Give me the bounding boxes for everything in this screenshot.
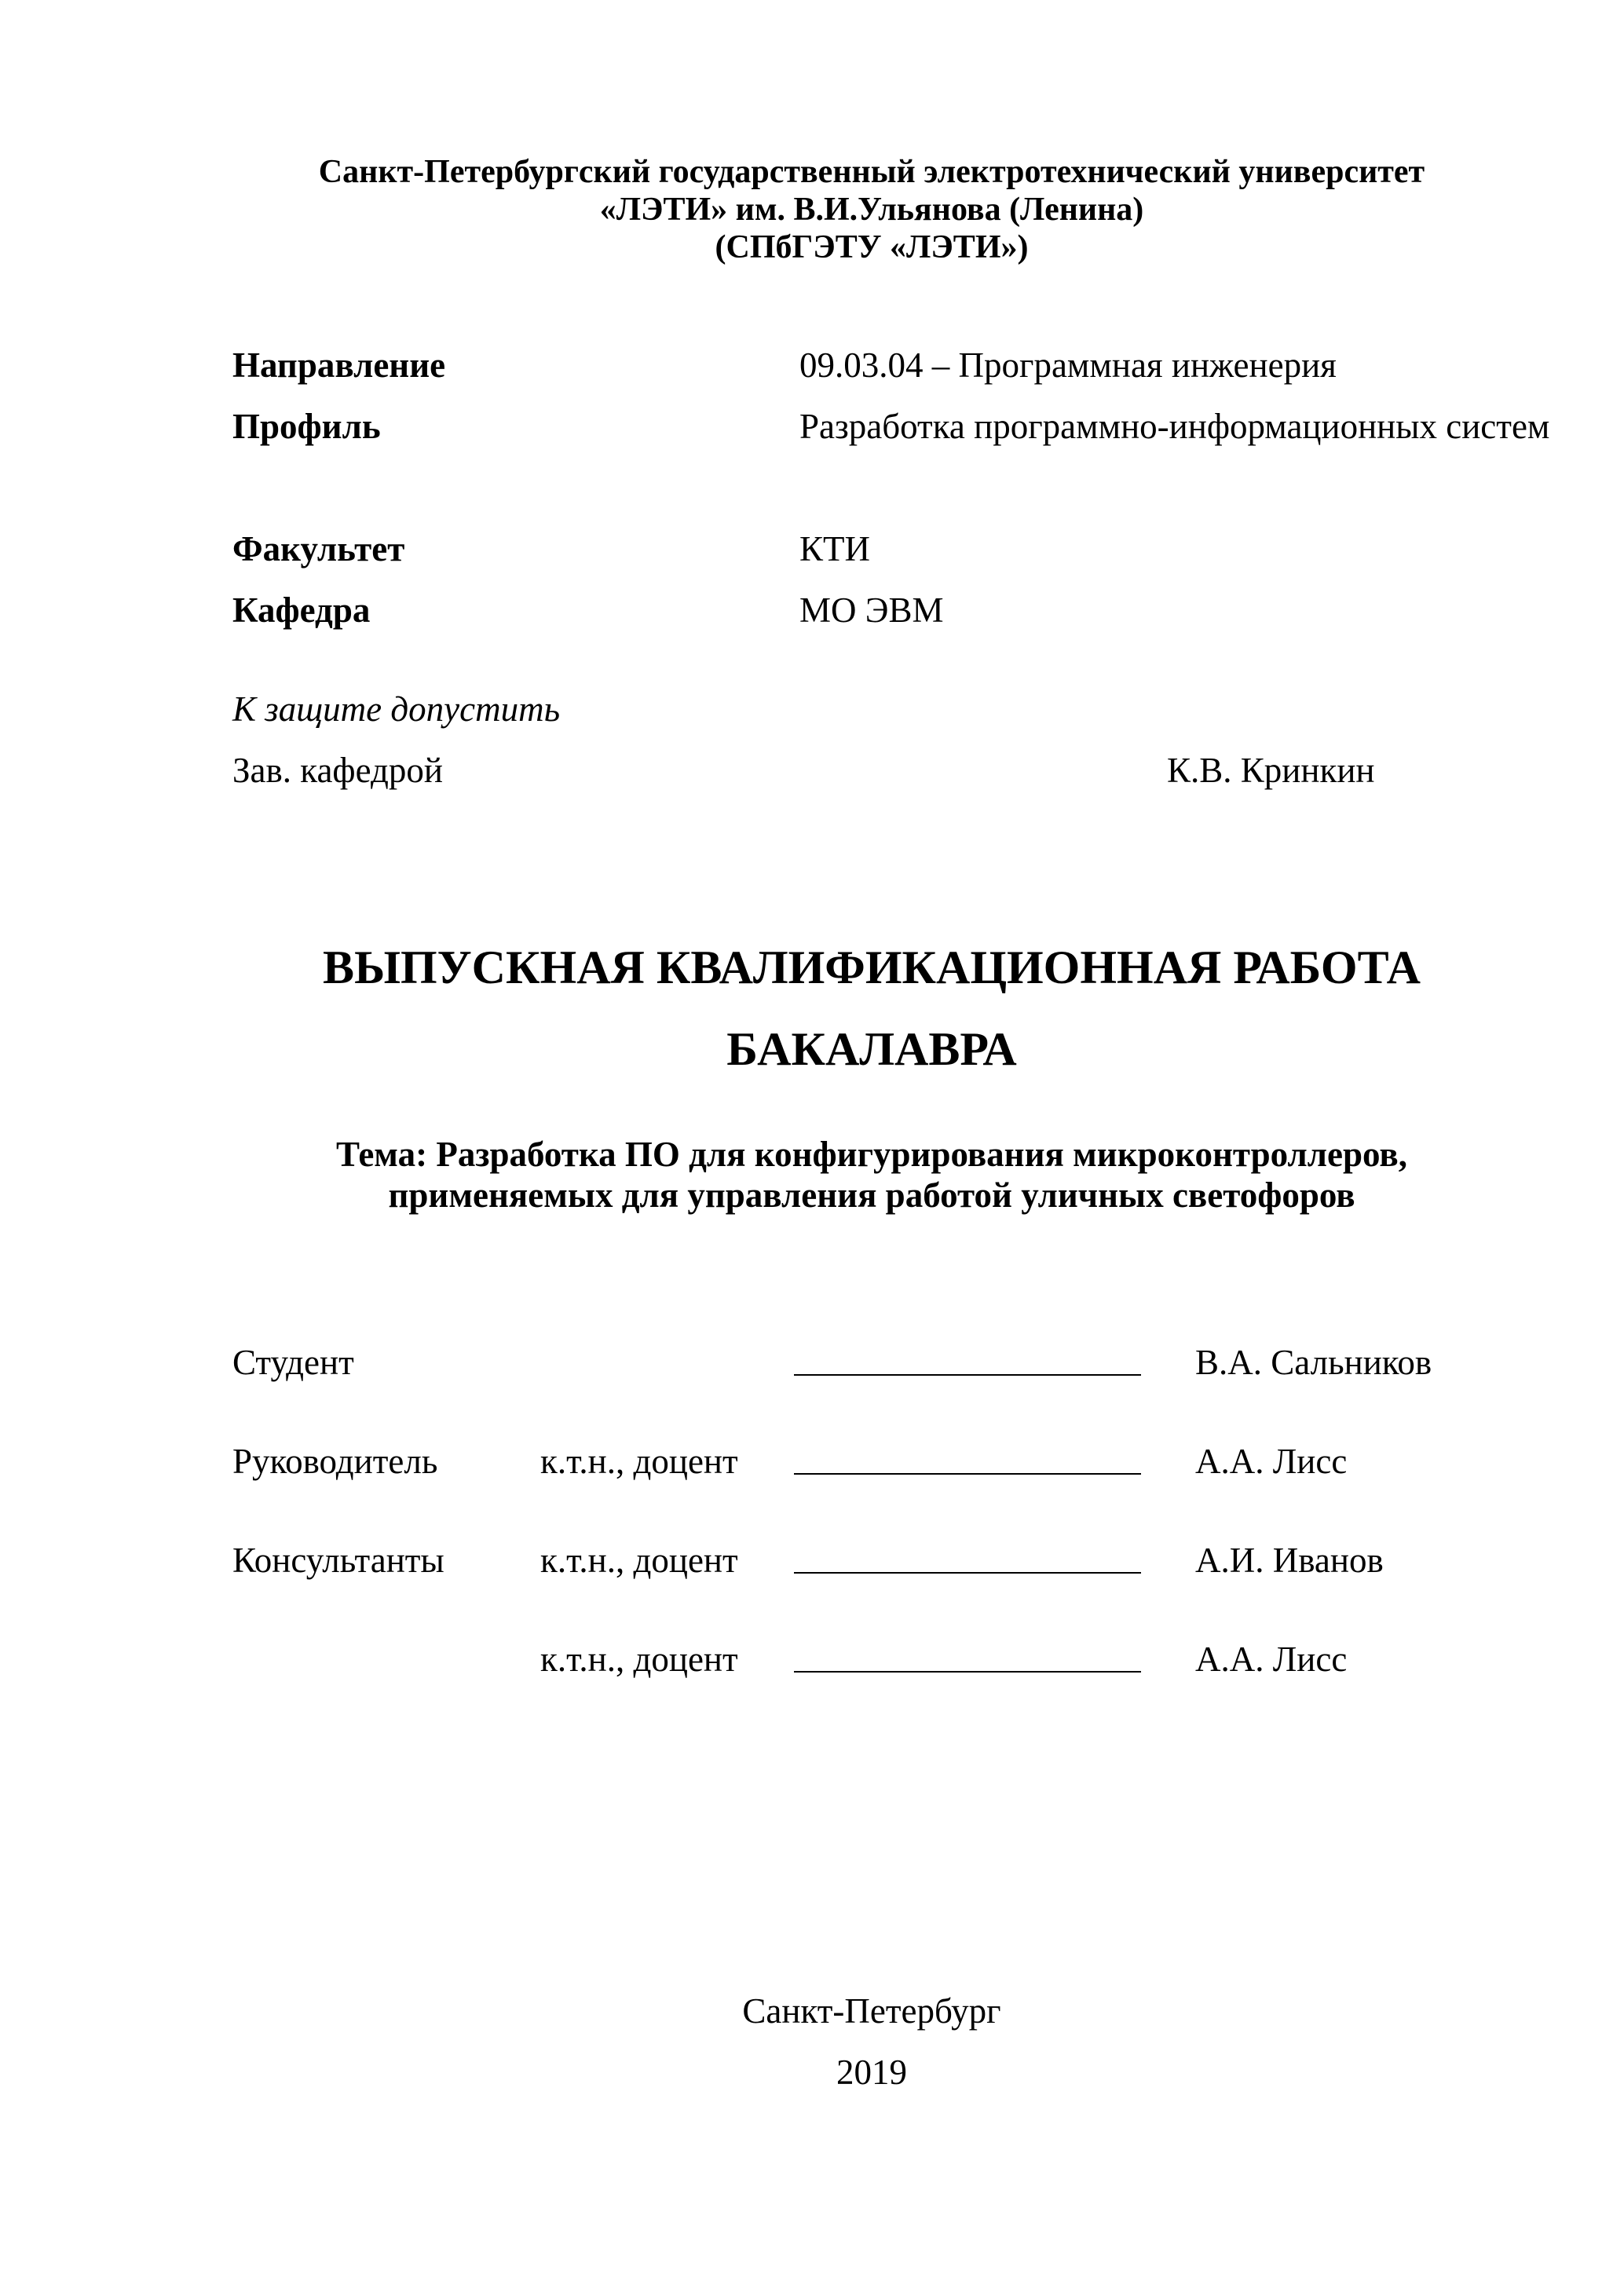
info-label: Профиль xyxy=(232,407,381,446)
signature-line xyxy=(794,1374,1141,1376)
info-label: Направление xyxy=(232,345,446,385)
admit-to-defense: К защите допустить xyxy=(232,689,561,729)
signature-line xyxy=(794,1572,1141,1574)
signature-line xyxy=(794,1473,1141,1475)
info-row-faculty xyxy=(232,518,1567,579)
info-value: Разработка программно-информационных систем xyxy=(799,407,1550,446)
signature-name: А.А. Лисс xyxy=(1195,1442,1348,1481)
work-title-line: ВЫПУСКНАЯ КВАЛИФИКАЦИОННАЯ РАБОТА xyxy=(323,941,1421,993)
head-of-department-role: Зав. кафедрой xyxy=(232,751,443,790)
info-label: Кафедра xyxy=(232,590,371,630)
info-value: МО ЭВМ xyxy=(799,590,944,630)
signature-role: Руководитель xyxy=(232,1442,438,1481)
work-title xyxy=(157,927,1586,1090)
info-block xyxy=(232,335,1567,641)
signature-name: А.А. Лисс xyxy=(1195,1640,1348,1679)
info-value: КТИ xyxy=(799,529,870,569)
signature-role: Студент xyxy=(232,1343,354,1382)
signature-degree: к.т.н., доцент xyxy=(540,1640,738,1679)
head-of-department-name: К.В. Кринкин xyxy=(1167,751,1375,790)
work-title-line: БАКАЛАВРА xyxy=(726,1023,1017,1075)
signature-row-consultant xyxy=(0,1629,1624,1690)
info-row-direction xyxy=(232,335,1567,396)
university-abbreviation: (СПбГЭТУ «ЛЭТИ») xyxy=(715,229,1029,265)
signature-name: А.И. Иванов xyxy=(1195,1541,1384,1580)
year: 2019 xyxy=(836,2053,907,2092)
topic-line: Тема: Разработка ПО для конфигурирования микроконтроллеров, xyxy=(336,1135,1407,1174)
info-label: Факультет xyxy=(232,529,405,569)
signature-row-consultant xyxy=(0,1530,1624,1591)
university-header xyxy=(228,153,1516,266)
signature-degree: к.т.н., доцент xyxy=(540,1442,738,1481)
signature-role: Консультанты xyxy=(232,1541,444,1580)
signature-row-student xyxy=(0,1332,1624,1393)
info-row-department xyxy=(232,579,1567,641)
signature-row-supervisor xyxy=(0,1431,1624,1492)
info-row-profile xyxy=(232,396,1567,518)
university-full-name: «ЛЭТИ» им. В.И.Ульянова (Ленина) xyxy=(599,192,1144,228)
university-name: Санкт-Петербургский государственный электротехнический университет xyxy=(318,154,1425,190)
info-value: 09.03.04 – Программная инженерия xyxy=(799,345,1337,385)
topic-line: применяемых для управления работой уличных светофоров xyxy=(388,1175,1355,1215)
thesis-topic xyxy=(157,1134,1586,1216)
signature-line xyxy=(794,1671,1141,1673)
city: Санкт-Петербург xyxy=(742,1991,1001,2031)
signature-degree: к.т.н., доцент xyxy=(540,1541,738,1580)
signature-name: В.А. Сальников xyxy=(1195,1343,1432,1382)
